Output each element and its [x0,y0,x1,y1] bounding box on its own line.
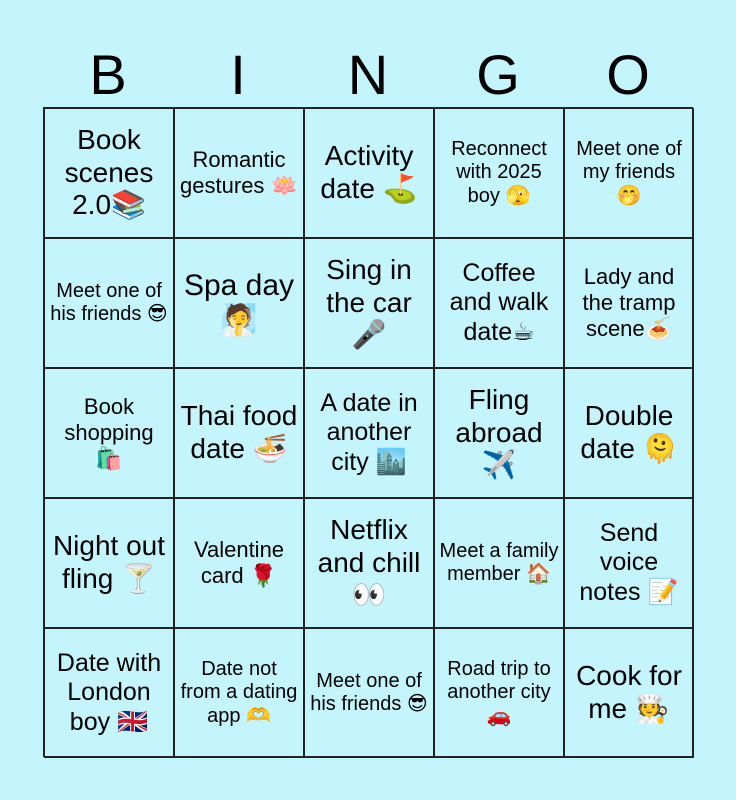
cell-text: Night out fling 🍸 [52,530,166,594]
cell-text: Book scenes 2.0📚 [64,123,154,221]
bingo-cell[interactable] [44,368,174,498]
header-letter-i: I [230,43,246,106]
cell-text: Date with London boy 🇬🇧 [56,649,162,736]
cell-text: Meet one of his friends 😎 [50,279,168,325]
cell-text: Spa day 🧖 [183,268,295,337]
cell-text: Activity date ⛳ [320,140,418,204]
cell-text: Cook for me 🧑‍🍳 [576,660,682,724]
bingo-cell[interactable] [434,108,564,238]
bingo-cell[interactable] [564,498,694,628]
bingo-cell[interactable] [304,628,434,758]
cell-text: A date in another city 🏙️ [320,389,418,476]
cell-text: Double date 🫠 [580,400,678,464]
bingo-cell[interactable] [304,498,434,628]
header-letter-n: N [347,43,389,106]
cell-text: Meet one of his friends 😎 [310,669,428,715]
bingo-cell[interactable] [564,238,694,368]
cell-text: Reconnect with 2025 boy 🫣 [451,137,547,207]
cell-text: Valentine card 🌹 [193,537,285,588]
bingo-cell[interactable] [174,368,304,498]
bingo-header [43,44,693,106]
header-letter-g: G [476,43,520,106]
bingo-cell[interactable] [434,498,564,628]
bingo-cell[interactable] [434,628,564,758]
cell-text: Date not from a dating app 🫶 [180,657,298,727]
bingo-cell[interactable] [434,238,564,368]
bingo-cell[interactable] [44,108,174,238]
bingo-grid [43,107,693,757]
bingo-cell[interactable] [174,628,304,758]
bingo-cell[interactable] [174,238,304,368]
cell-text: Sing in the car 🎤 [326,253,412,351]
bingo-cell[interactable] [564,628,694,758]
cell-text: Book shopping 🛍️ [64,394,154,471]
bingo-cell[interactable] [174,108,304,238]
bingo-cell[interactable] [44,498,174,628]
bingo-cell[interactable] [304,238,434,368]
cell-text: Road trip to another city🚗 [447,657,551,727]
cell-text: Send voice notes 📝 [579,519,679,606]
header-letter-o: O [606,43,650,106]
cell-text: Lady and the tramp scene🍝 [582,264,676,341]
bingo-cell[interactable] [44,628,174,758]
cell-text: Romantic gestures 🪷 [180,147,298,198]
cell-text: Thai food date 🍜 [180,400,298,464]
cell-text: Meet a family member 🏠 [439,539,559,585]
bingo-cell[interactable] [304,368,434,498]
cell-text: Fling abroad ✈️ [455,383,543,481]
bingo-cell[interactable] [44,238,174,368]
bingo-cell[interactable] [434,368,564,498]
cell-text: Netflix and chill👀 [317,513,421,611]
bingo-cell[interactable] [564,108,694,238]
cell-text: Meet one of my friends 🤭 [576,137,682,207]
header-letter-b: B [89,43,127,106]
bingo-cell[interactable] [174,498,304,628]
cell-text: Coffee and walk date☕ [449,259,549,346]
bingo-cell[interactable] [564,368,694,498]
bingo-cell[interactable] [304,108,434,238]
